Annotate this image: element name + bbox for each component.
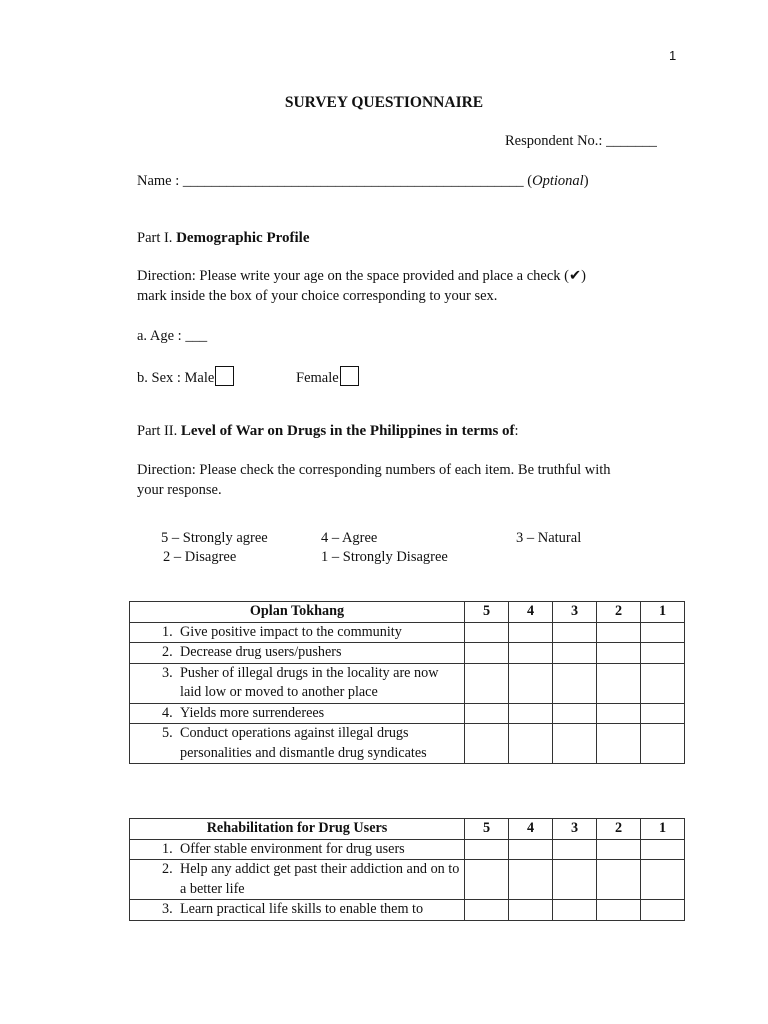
part1-heading	[137, 230, 310, 247]
rating-cell-2[interactable]	[597, 900, 641, 921]
rating-cell-1[interactable]	[641, 860, 685, 900]
respondent-blank[interactable]: _______	[606, 133, 657, 149]
part2-heading	[137, 423, 519, 440]
part1-title: Demographic Profile	[176, 230, 310, 246]
male-checkbox[interactable]	[215, 366, 234, 386]
sex-male-option[interactable]	[137, 366, 234, 387]
table-topic: Rehabilitation for Drug Users	[130, 819, 465, 840]
rating-cell-5[interactable]	[465, 663, 509, 703]
part2-prefix: Part II.	[137, 423, 178, 439]
rating-cell-3[interactable]	[553, 663, 597, 703]
rating-cell-1[interactable]	[641, 643, 685, 664]
rating-cell-3[interactable]	[553, 622, 597, 643]
rating-cell-5[interactable]	[465, 724, 509, 764]
rating-cell-2[interactable]	[597, 703, 641, 724]
item-text: Give positive impact to the community	[180, 623, 402, 640]
item-number: 3.	[162, 901, 173, 917]
rating-cell-2[interactable]	[597, 860, 641, 900]
item-statement	[130, 860, 465, 900]
item-text: Conduct operations against illegal drugs personalities and dismantle drug syndicates	[180, 725, 427, 761]
table-row	[130, 900, 685, 921]
item-number: 3.	[162, 664, 173, 681]
table-row	[130, 663, 685, 703]
item-statement	[130, 724, 465, 764]
scale-header: 1	[641, 819, 685, 840]
item-number: 5.	[162, 725, 173, 741]
page-title: SURVEY QUESTIONNAIRE	[284, 94, 484, 111]
rating-cell-1[interactable]	[641, 900, 685, 921]
rating-cell-4[interactable]	[509, 643, 553, 664]
rating-cell-3[interactable]	[553, 703, 597, 724]
part1-direction-line1: Direction: Please write your age on the space provided and place a check (✔)	[137, 268, 586, 284]
table-row	[130, 703, 685, 724]
item-statement	[130, 839, 465, 860]
rating-cell-3[interactable]	[553, 900, 597, 921]
scale-header: 4	[509, 602, 553, 623]
table-header-row	[130, 819, 685, 840]
rating-cell-1[interactable]	[641, 703, 685, 724]
name-field[interactable]	[137, 173, 589, 190]
scale-header: 2	[597, 602, 641, 623]
item-number: 2.	[162, 644, 173, 660]
part2-title: Level of War on Drugs in the Philippines in terms of	[180, 423, 515, 439]
rating-cell-3[interactable]	[553, 860, 597, 900]
rating-cell-2[interactable]	[597, 622, 641, 643]
female-label: Female	[296, 370, 339, 386]
rating-cell-1[interactable]	[641, 724, 685, 764]
legend-item: 5 – Strongly agree	[161, 530, 268, 546]
age-field[interactable]: a. Age : ___	[137, 328, 208, 344]
rating-cell-4[interactable]	[509, 724, 553, 764]
table-row	[130, 839, 685, 860]
rating-cell-3[interactable]	[553, 724, 597, 764]
rating-cell-4[interactable]	[509, 622, 553, 643]
rating-cell-4[interactable]	[509, 900, 553, 921]
rating-cell-1[interactable]	[641, 839, 685, 860]
part2-direction-line1: Direction: Please check the corresponding numbers of each item. Be truthful with	[137, 462, 611, 478]
legend-item: 1 – Strongly Disagree	[321, 549, 448, 565]
table-row	[130, 622, 685, 643]
rating-cell-2[interactable]	[597, 643, 641, 664]
rating-cell-5[interactable]	[465, 839, 509, 860]
item-number: 1.	[162, 840, 173, 857]
rating-cell-3[interactable]	[553, 643, 597, 664]
female-checkbox[interactable]	[340, 366, 359, 386]
item-text: Learn practical life skills to enable them to	[180, 901, 424, 917]
scale-header: 1	[641, 602, 685, 623]
sex-female-option[interactable]	[296, 366, 359, 387]
male-label: b. Sex : Male	[137, 370, 215, 386]
part1-prefix: Part I.	[137, 230, 173, 246]
rating-cell-4[interactable]	[509, 839, 553, 860]
scale-header: 3	[553, 602, 597, 623]
scale-header: 4	[509, 819, 553, 840]
rating-cell-4[interactable]	[509, 703, 553, 724]
scale-header: 5	[465, 602, 509, 623]
item-text: Pusher of illegal drugs in the locality are now laid low or moved to another place	[180, 664, 439, 700]
rating-cell-5[interactable]	[465, 900, 509, 921]
rehabilitation-table	[129, 818, 685, 921]
part2-colon: :	[514, 423, 519, 439]
rating-cell-1[interactable]	[641, 622, 685, 643]
rating-cell-2[interactable]	[597, 724, 641, 764]
rating-cell-5[interactable]	[465, 643, 509, 664]
respondent-label: Respondent No.:	[505, 133, 603, 149]
rating-cell-3[interactable]	[553, 839, 597, 860]
part1-direction-line2: mark inside the box of your choice corresponding to your sex.	[137, 288, 498, 304]
table-header-row	[130, 602, 685, 623]
rating-cell-2[interactable]	[597, 663, 641, 703]
page-number: 1	[669, 48, 677, 63]
name-label: Name :	[137, 173, 180, 189]
rating-cell-4[interactable]	[509, 663, 553, 703]
item-statement	[130, 663, 465, 703]
rating-cell-4[interactable]	[509, 860, 553, 900]
legend-item: 3 – Natural	[516, 530, 582, 546]
item-statement	[130, 900, 465, 921]
item-text: Yields more surrenderees	[180, 704, 325, 721]
scale-header: 3	[553, 819, 597, 840]
item-number: 2.	[162, 861, 173, 877]
part2-direction-line2: your response.	[137, 482, 222, 498]
item-statement	[130, 622, 465, 643]
rating-cell-5[interactable]	[465, 622, 509, 643]
respondent-number-field[interactable]	[505, 133, 657, 150]
oplan-tokhang-table	[129, 601, 685, 764]
item-number: 4.	[162, 704, 173, 721]
item-number: 1.	[162, 623, 173, 640]
rating-cell-2[interactable]	[597, 839, 641, 860]
item-statement	[130, 703, 465, 724]
scale-header: 2	[597, 819, 641, 840]
table-topic: Oplan Tokhang	[130, 602, 465, 623]
rating-cell-5[interactable]	[465, 860, 509, 900]
table-row	[130, 724, 685, 764]
item-text: Help any addict get past their addiction and on to a better life	[180, 861, 460, 897]
rating-cell-1[interactable]	[641, 663, 685, 703]
rating-cell-5[interactable]	[465, 703, 509, 724]
legend-item: 4 – Agree	[321, 530, 378, 546]
item-statement	[130, 643, 465, 664]
item-text: Offer stable environment for drug users	[180, 840, 405, 857]
scale-header: 5	[465, 819, 509, 840]
optional-note: (Optional)	[527, 173, 589, 189]
name-blank[interactable]: _______________________________________________	[182, 173, 524, 189]
table-row	[130, 643, 685, 664]
item-text: Decrease drug users/pushers	[180, 644, 342, 660]
table-row	[130, 860, 685, 900]
legend-item: 2 – Disagree	[163, 549, 237, 565]
